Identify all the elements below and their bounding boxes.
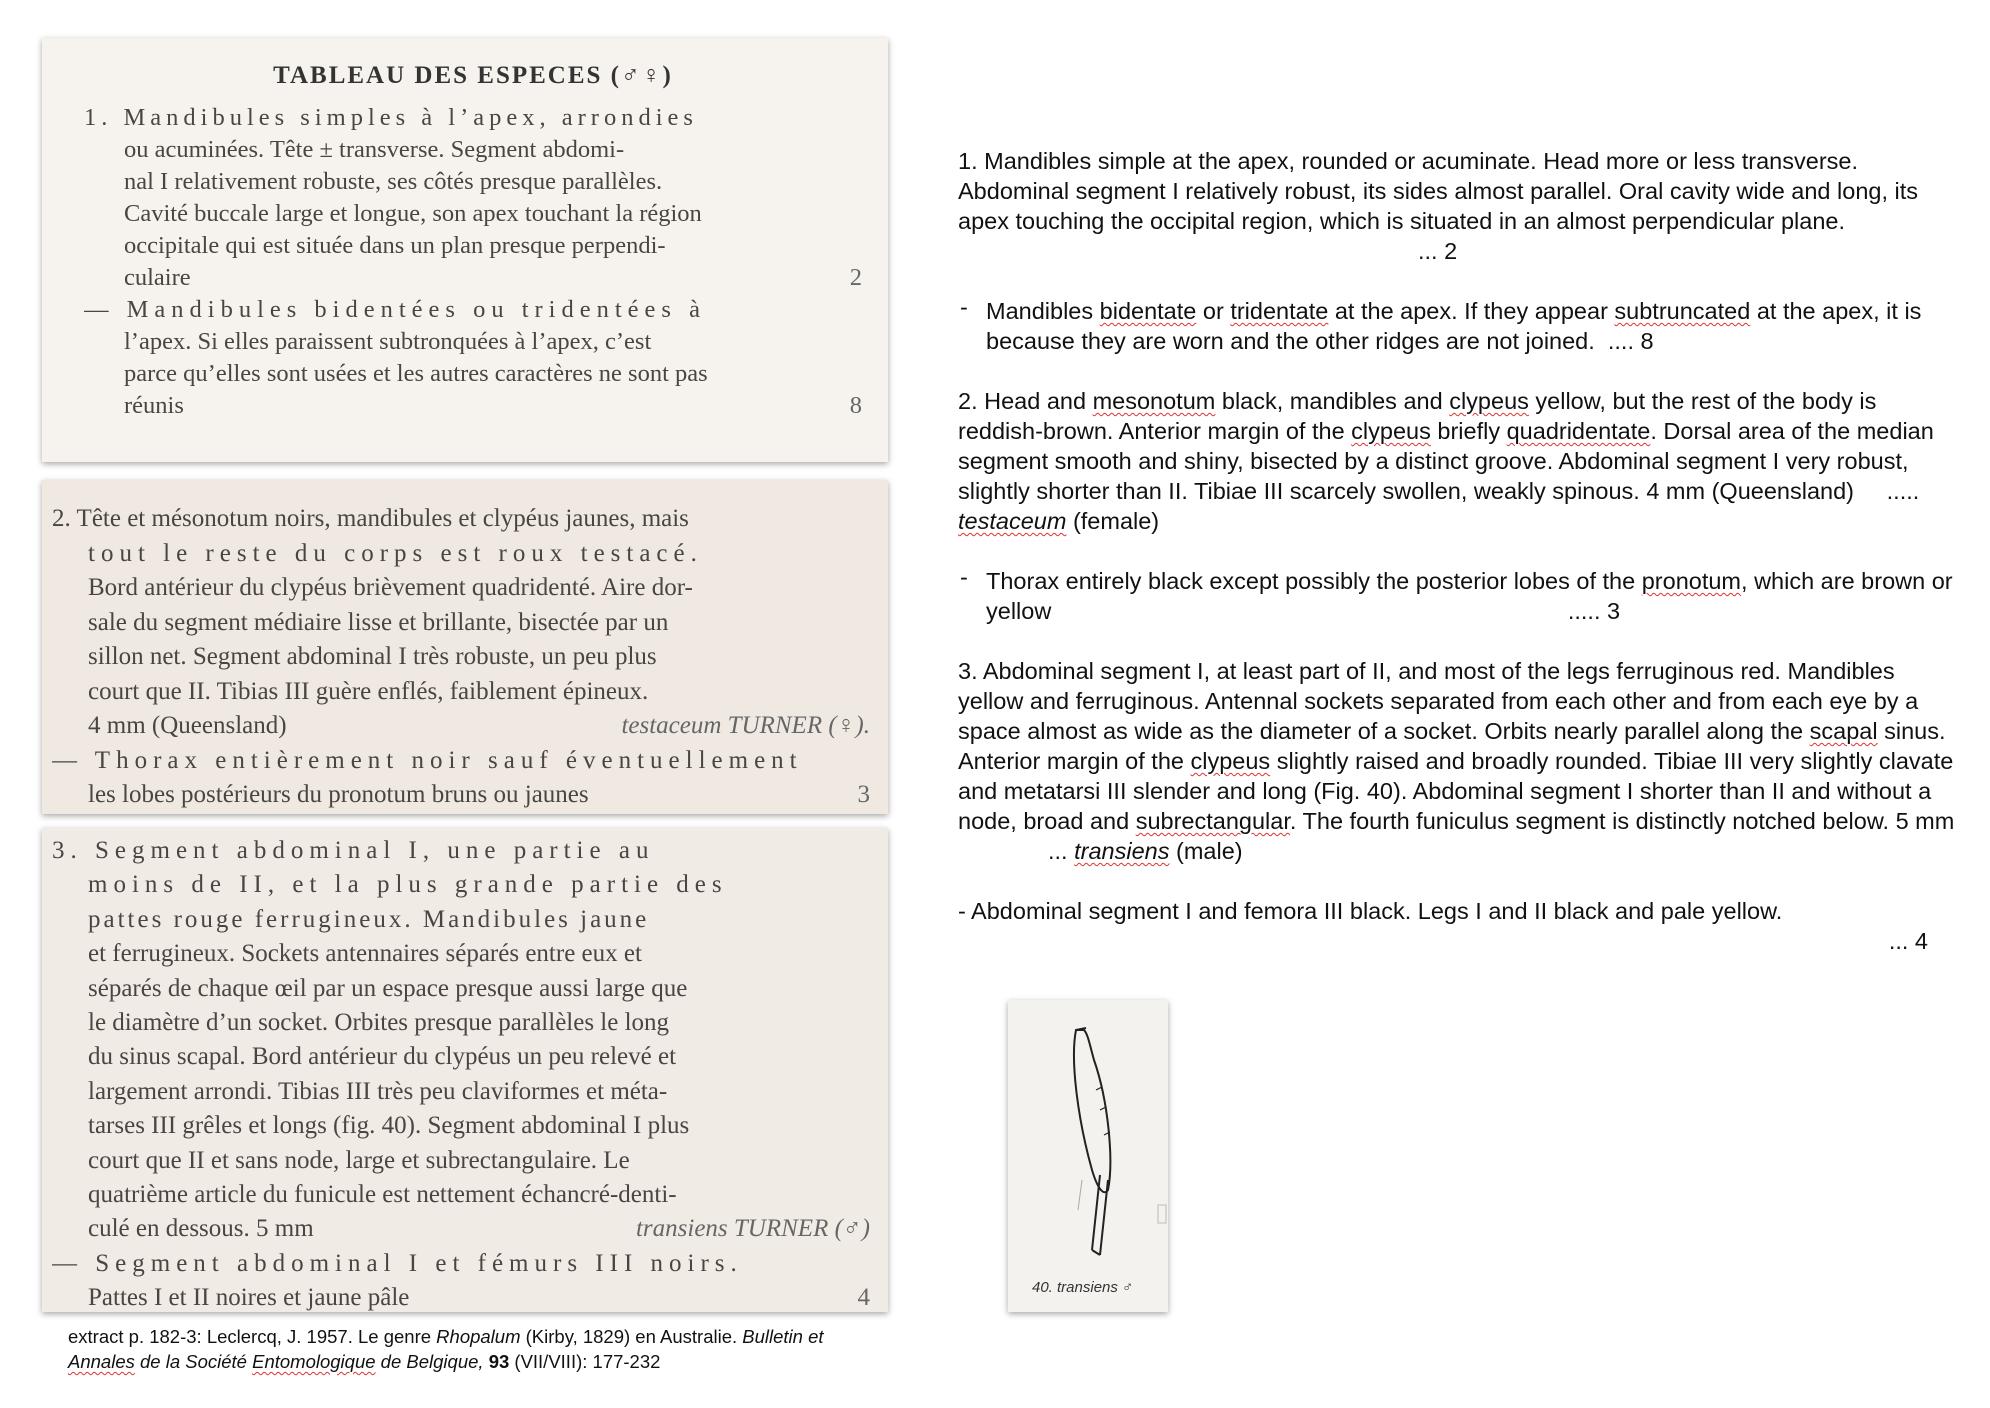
scan-excerpt-3 [42, 828, 888, 1312]
scan-line: séparés de chaque œil par un espace presque aussi large que [88, 974, 688, 1002]
scan-line: Cavité buccale large et longue, son apex touchant la région [124, 200, 702, 227]
lead-number: 4 [857, 1284, 870, 1312]
scan-line: — Mandibules bidentées ou tridentées à [84, 296, 706, 323]
lead-number: .... 8 [1607, 328, 1654, 354]
scan-line: ou acuminées. Tête ± transverse. Segment abdomi- [124, 136, 625, 163]
scan-line: réunis 8 [124, 390, 862, 422]
species-name: testaceum TURNER (♀). [621, 712, 870, 739]
lead-number: ... 2 [1418, 238, 1458, 264]
scan-line: tout le reste du corps est roux testacé. [88, 539, 703, 567]
scan-excerpt-2 [42, 480, 888, 814]
scan-line: Bord antérieur du clypéus brièvement quadridenté. Aire dor- [88, 574, 693, 601]
scan-line: quatrième article du funicule est nettement échancré-denti- [88, 1181, 677, 1209]
translation-couplet-2-alt: - Thorax entirely black except possibly the posterior lobes of the pronotum, which are brown or yellow ..... 3 [960, 564, 1953, 624]
lead-number: ..... 3 [1567, 598, 1621, 624]
scan-line: moins de II, et la plus grande partie des [88, 871, 728, 899]
scan-line: l’apex. Si elles paraissent subtronquées à l’apex, c’est [124, 328, 652, 355]
translation-couplet-3-alt: - Abdominal segment I and femora III black. Legs I and II black and pale yellow. ... 4 [958, 896, 1958, 956]
species-name: transiens TURNER (♂) [635, 1215, 870, 1243]
scan-line: — Thorax entièrement noir sauf éventuellement [52, 746, 803, 774]
leg-illustration [1008, 1000, 1168, 1312]
source-citation: extract p. 182-3: Leclercq, J. 1957. Le genre Rhopalum (Kirby, 1829) en Australie. Bulletin et Annales de la Société Entomologique de Belgique, 93 (VII/VIII): 177-232 [68, 1326, 824, 1372]
scan-line: — Segment abdominal I et fémurs III noirs. [52, 1249, 743, 1277]
scan-line: culaire 2 [124, 262, 862, 294]
lead-number: 3 [857, 781, 870, 808]
scan-line: sale du segment médiaire lisse et brillante, bisectée par un [88, 608, 669, 636]
scan-line: court que II et sans node, large et subrectangulaire. Le [88, 1146, 630, 1174]
scan-line: du sinus scapal. Bord antérieur du clypéus un peu relevé et [88, 1043, 677, 1071]
translation-couplet-2: 2. Head and mesonotum black, mandibles and clypeus yellow, but the rest of the body is reddish-brown. Anterior margin of the clypeus briefly quadridentate. Dorsal area of the median segment smooth and shiny, bisected by a distinct groove. Abdominal segment I very robust, slightly shorter than II. Tibiae III scarcely swollen, weakly spinous. 4 mm (Queensland) ..... testaceum (female) [958, 388, 1934, 534]
scan-line: Pattes I et II noires et jaune pâle 4 [88, 1281, 870, 1315]
scan-line: sillon net. Segment abdominal I très robuste, un peu plus [88, 643, 657, 670]
lead-number: 2 [849, 264, 862, 291]
scan-line: largement arrondi. Tibias III très peu claviformes et méta- [88, 1077, 668, 1105]
scan-line: tarses III grêles et longs (fig. 40). Segment abdominal I plus [88, 1112, 690, 1140]
scan-line: les lobes postérieurs du pronotum bruns ou jaunes 3 [88, 778, 870, 813]
scan-line: le diamètre d’un socket. Orbites presque parallèles le long [88, 1009, 670, 1037]
translation-couplet-1: 1. Mandibles simple at the apex, rounded or acuminate. Head more or less transverse. Abdominal segment I relatively robust, its sides almost parallel. Oral cavity wide and long, its apex touching the occipital region, which is situated in an almost perpendicular plane. ... 2 [958, 148, 1919, 264]
scan-line: culé en dessous. 5 mm transiens TURNER (♂) [88, 1212, 870, 1246]
scan-line: pattes rouge ferrugineux. Mandibules jaune [88, 905, 650, 933]
species-name: testaceum [958, 508, 1067, 534]
translation-couplet-1-alt: - Mandibles bidentate or tridentate at the apex. If they appear subtruncated at the apex, it is because they are worn and the other ridges are not joined. .... 8 [960, 294, 1922, 354]
scan-line: 2. Tête et mésonotum noirs, mandibules et clypéus jaunes, mais [52, 505, 689, 532]
translation-couplet-3: 3. Abdominal segment I, at least part of II, and most of the legs ferruginous red. Mandibles yellow and ferruginous. Antennal sockets separated from each other and from each eye by a space almost as wide as the diameter of a socket. Orbits nearly parallel along the scapal sinus. Anterior margin of the clypeus slightly raised and broadly rounded. Tibiae III very slightly clavate and metatarsi III slender and long (Fig. 40). Abdominal segment I shorter than II and without a node, broad and subrectangular. The fourth funiculus segment is distinctly notched below. 5 mm ... transiens (male) [958, 658, 1955, 864]
scan-line: court que II. Tibias III guère enflés, faiblement épineux. [88, 677, 649, 705]
scan-line: et ferrugineux. Sockets antennaires séparés entre eux et [88, 940, 642, 968]
scan-line: 1. Mandibules simples à l’apex, arrondies [84, 104, 698, 131]
species-name: transiens [1074, 838, 1170, 864]
figure-caption: 40. transiens ♂ [1032, 1279, 1134, 1296]
lead-number: 8 [849, 392, 862, 419]
scan-line: nal I relativement robuste, ses côtés presque parallèles. [124, 168, 663, 195]
scan-line: occipitale qui est située dans un plan presque perpendi- [124, 232, 666, 259]
scan-excerpt-1 [42, 38, 888, 462]
scan-line: parce qu’elles sont usées et les autres caractères ne sont pas [124, 360, 708, 387]
lead-number: ... 4 [1888, 928, 1928, 954]
scan-line: 3. Segment abdominal I, une partie au [52, 837, 655, 864]
scan-line: 4 mm (Queensland) testaceum TURNER (♀). [88, 709, 870, 744]
english-translation [958, 146, 1958, 956]
figure-40-leg-drawing [1008, 1000, 1168, 1312]
table-title: TABLEAU DES ESPECES (♂♀) [273, 62, 673, 89]
